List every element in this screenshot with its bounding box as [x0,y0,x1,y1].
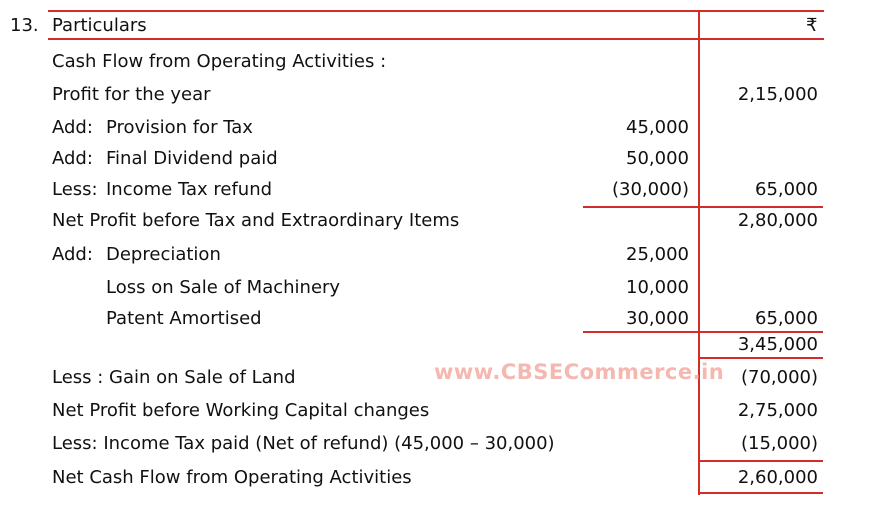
subtotal-rule-2 [583,331,823,333]
rupee-symbol: ₹ [806,15,818,36]
question-number: 13. [10,15,39,36]
row-amount: 2,15,000 [737,84,818,105]
row-label: Net Profit before Working Capital changes [52,400,430,421]
row-prefix: Add: [52,148,93,169]
row-label: Net Profit before Tax and Extraordinary Items [52,210,460,231]
header-bottom-rule [48,38,824,40]
row-inner-amount: (30,000) [611,179,689,200]
row-label: Less: Income Tax paid (Net of refund) (45,000 – 30,000) [52,433,555,454]
row-amount: (15,000) [740,433,818,454]
row-prefix: Less: [52,179,98,200]
total-rule-1 [700,357,823,359]
row-inner-amount: 45,000 [626,117,689,138]
row-amount: (70,000) [740,367,818,388]
particulars-header: Particulars [52,15,147,36]
row-amount: 2,75,000 [737,400,818,421]
row-amount: 65,000 [755,179,818,200]
row-inner-amount: 50,000 [626,148,689,169]
row-label: Profit for the year [52,84,211,105]
row-label: Net Cash Flow from Operating Activities [52,467,412,488]
total-rule-2 [700,460,823,462]
row-label: Patent Amortised [106,308,262,329]
row-label: Depreciation [106,244,221,265]
row-inner-amount: 10,000 [626,277,689,298]
row-label: Provision for Tax [106,117,253,138]
row-label: Cash Flow from Operating Activities : [52,51,387,72]
watermark: www.CBSECommerce.in [434,360,725,384]
column-divider [698,10,700,495]
row-label: Income Tax refund [106,179,273,200]
row-label: Loss on Sale of Machinery [106,277,341,298]
row-label: Final Dividend paid [106,148,278,169]
row-prefix: Add: [52,244,93,265]
row-prefix: Add: [52,117,93,138]
subtotal-rule-1 [583,206,823,208]
table-top-rule [48,10,824,12]
row-amount: 2,80,000 [737,210,818,231]
row-label: Less : Gain on Sale of Land [52,367,296,388]
row-inner-amount: 25,000 [626,244,689,265]
row-amount: 65,000 [755,308,818,329]
final-rule [700,492,823,494]
row-inner-amount: 30,000 [626,308,689,329]
row-amount: 3,45,000 [737,334,818,355]
row-amount: 2,60,000 [737,467,818,488]
